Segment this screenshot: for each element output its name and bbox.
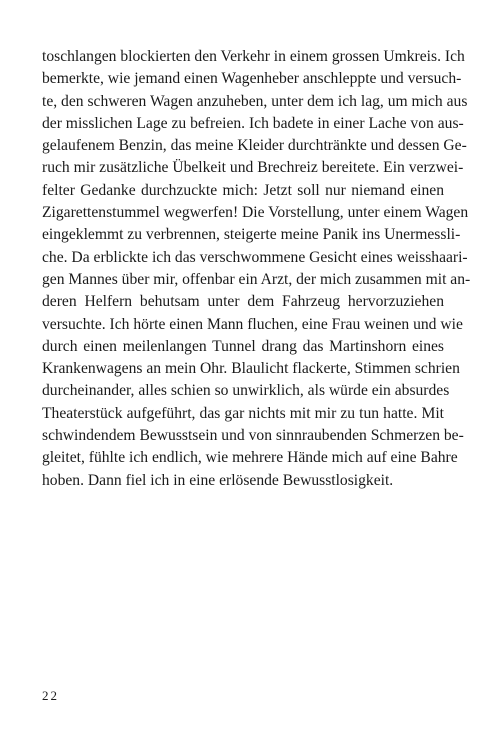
text-line: te, den schweren Wagen anzuheben, unter dem ich lag, um mich aus	[42, 92, 468, 110]
text-line: hoben. Dann fiel ich in eine erlösende Bewusstlosigkeit.	[42, 471, 394, 489]
text-line: bemerkte, wie jemand einen Wagenheber anschleppte und versuch-	[42, 70, 462, 88]
text-line: gleitet, fühlte ich endlich, wie mehrere Hände mich auf eine Bahre	[42, 449, 458, 467]
page-number: 22	[42, 688, 59, 703]
text-line: eingeklemmt zu verbrennen, steigerte meine Panik ins Unermessli-	[42, 226, 461, 244]
text-line: durcheinander, alles schien so unwirklich, als würde ein absurdes	[42, 382, 450, 400]
text-line: gen Mannes über mir, offenbar ein Arzt, der mich zusammen mit an-	[42, 270, 471, 288]
body-text	[42, 46, 471, 492]
text-line: gelaufenem Benzin, das meine Kleider durchtränkte und dessen Ge-	[42, 137, 467, 155]
text-line: durch einen meilenlangen Tunnel drang das Martinshorn eines	[42, 337, 444, 355]
text-line: deren Helfern behutsam unter dem Fahrzeug hervorzuziehen	[42, 293, 444, 311]
text-line: ruch mir zusätzliche Übelkeit und Brechreiz bereitete. Ein verzwei-	[42, 159, 464, 177]
text-line: toschlangen blockierten den Verkehr in einem grossen Umkreis. Ich	[42, 48, 465, 65]
text-line: che. Da erblickte ich das verschwommene Gesicht eines weisshaari-	[42, 248, 468, 266]
text-line: Krankenwagens an mein Ohr. Blaulicht flackerte, Stimmen schrien	[42, 360, 460, 378]
text-line: felter Gedanke durchzuckte mich: Jetzt soll nur niemand einen	[42, 181, 444, 199]
text-line: Zigarettenstummel wegwerfen! Die Vorstellung, unter einem Wagen	[42, 204, 469, 222]
text-line: der misslichen Lage zu befreien. Ich badete in einer Lache von aus-	[42, 114, 464, 132]
text-line: Theaterstück aufgeführt, das gar nichts mit mir zu tun hatte. Mit	[42, 404, 444, 422]
text-line: versuchte. Ich hörte einen Mann fluchen, eine Frau weinen und wie	[42, 315, 463, 333]
text-line: schwindendem Bewusstsein und von sinnraubenden Schmerzen be-	[42, 427, 464, 445]
